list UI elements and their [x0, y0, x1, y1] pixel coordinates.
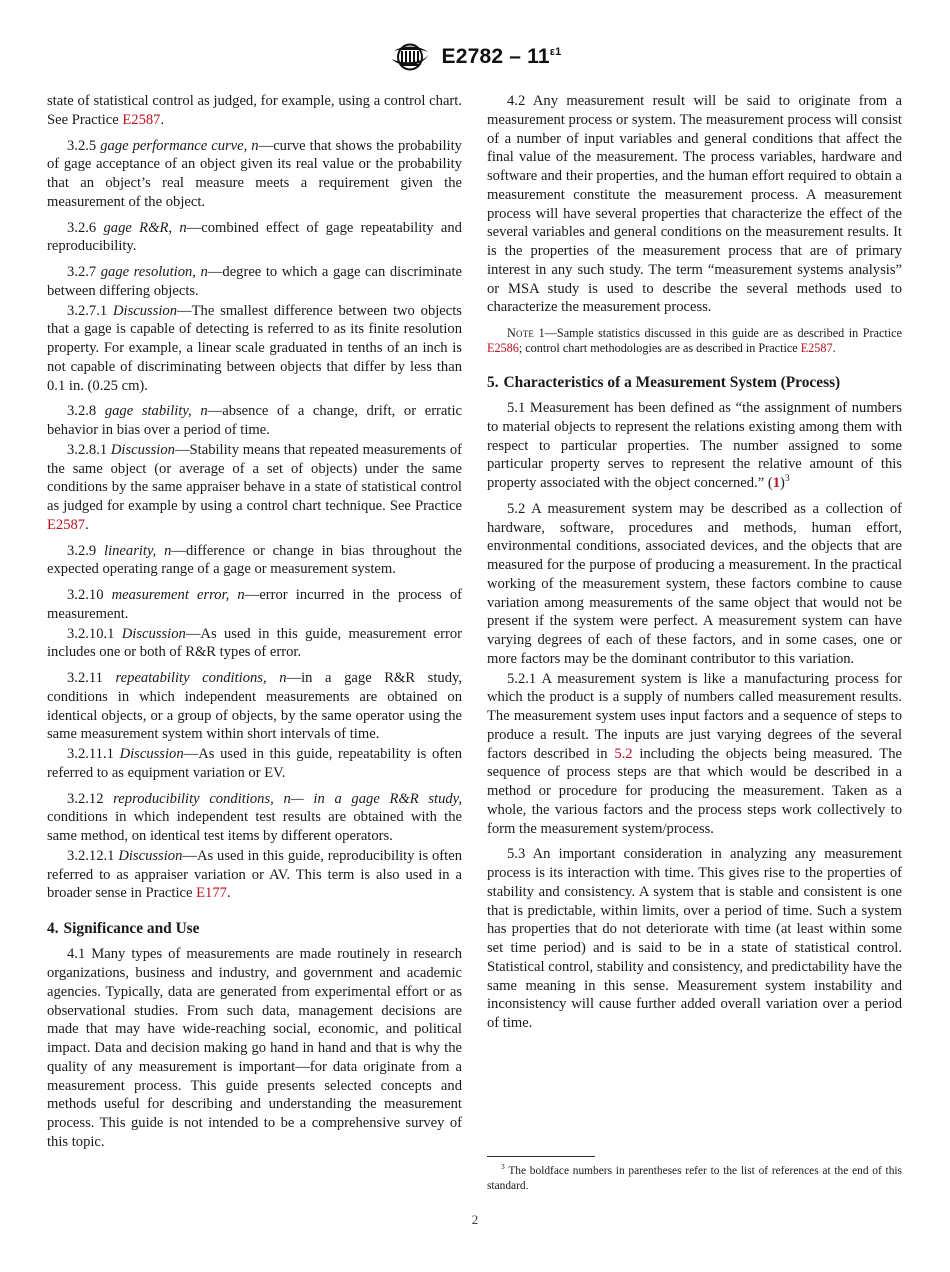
right-column	[487, 92, 902, 1033]
link-e2587-2[interactable]: E2587	[47, 516, 86, 533]
definition-3-2-11: 3.2.11 repeatability conditions, n—in a gage R&R study, conditions in which independent measurements are obtained on identical objects, or a group of objects, by the same operator using the same measurement system within short intervals of time.	[47, 670, 462, 743]
footnote-text: $^3$ The boldface numbers in parentheses refer to the list of references at the end of this standard.	[487, 1162, 902, 1192]
definition-3-2-10-1: 3.2.10.1 Discussion—As used in this guide, measurement error includes one or both of R&R types of error.	[47, 625, 462, 661]
note-1: Note 1—Sample statistics discussed in this guide are as described in Practice E2586; control chart methodologies are as described in Practice E2587.	[487, 326, 903, 356]
definition-3-2-7: 3.2.7 gage resolution, n—degree to which a gage can discriminate between differing objects.	[47, 264, 462, 299]
paragraph-carryover: state of statistical control as judged, for example, using a control chart. See Practice E2587.	[47, 93, 462, 128]
paragraph-4-2: 4.2 Any measurement result will be said to originate from a measurement process or system. The measurement process will consist of a number of input variables and general conditions that affect the final value of the measurement. The process variables, hardware and software and their properties, and the human effort required to obtain a measurement constitute the measurement process. A measurement process will have several properties that characterize the effect of the several variables and general conditions on the measurement results. It is the properties of the measurement process that are of primary interest in any such study. The term “measurement systems analysis” or MSA study is used to describe the several methods used to characterize the measurement process.	[487, 93, 902, 316]
page-number: 2	[471, 1212, 479, 1227]
link-e2586[interactable]: E2586	[487, 341, 519, 356]
definition-3-2-7-1: 3.2.7.1 Discussion—The smallest difference between two objects that a gage is capable of detecting is referred to as its finite resolution property. For example, a linear scale graduated in tenths of an inch is not capable of discriminating between objects that differ by less than 0.1 in. (0.25 cm).	[47, 302, 462, 394]
paragraph-5-3: 5.3 An important consideration in analyzing any measurement process is its interaction with time. This gives rise to the properties of stability and consistency. A system that is stable and consistent is one that is predictable, within limits, over a period of time. Such a system has properties that do not deteriorate with time (at least within some set time period) and is said to be in a state of statistical control. Statistical control, stability and consistency, and predictability have the same meaning in this sense. Measurement system instability and inconsistency will cause further added overall variation over a period of time.	[487, 846, 902, 1032]
footnote-marker-3: 3	[784, 473, 790, 485]
footnote-block	[487, 1156, 902, 1194]
reference-1[interactable]: 1	[772, 475, 780, 492]
definition-3-2-8-1: 3.2.8.1 Discussion—Stability means that repeated measurements of the same object (or average of a set of objects) under the same conditions by the same appraiser behave in a state of statistical control as judged for example by using a control chart technique. See Practice E2587.	[47, 441, 462, 533]
link-e177[interactable]: E177	[196, 885, 227, 902]
definition-3-2-11-1: 3.2.11.1 Discussion—As used in this guide, repeatability is often referred to as equipment variation or EV.	[47, 746, 462, 781]
paragraph-4-1: 4.1 Many types of measurements are made routinely in research organizations, business and industry, and government and academic agencies. Typically, data are generated from experimental effort or as observational studies. From such data, management decisions are made that may have wide-reaching social, economic, and political impact. Data and decision making go hand in hand and that is why the quality of any measurement is important—for data originate from a measurement process. This guide presents selected concepts and methods useful for describing and understanding the measurement process. This guide is not intended to be a comprehensive survey of this topic.	[47, 946, 462, 1150]
link-e2587[interactable]: E2587	[122, 111, 161, 128]
epsilon-revision: ε1	[549, 46, 562, 58]
definition-3-2-9: 3.2.9 linearity, n—difference or change in bias throughout the expected operating range of a gage or measurement system.	[47, 542, 462, 578]
page-title	[441, 45, 561, 69]
left-column	[47, 92, 462, 1152]
link-e2587-3[interactable]: E2587	[800, 341, 833, 356]
definition-3-2-8: 3.2.8 gage stability, n—absence of a change, drift, or erratic behavior in bias over a period of time.	[47, 403, 462, 438]
definition-3-2-5: 3.2.5 gage performance curve, n—curve that shows the probability of gage acceptance of an object given its real value or the probability that an object’s real measure meets a requirement given the measurement of the object.	[47, 137, 462, 210]
section-heading-5: 5. Characteristics of a Measurement System (Process)	[487, 373, 841, 391]
footnote-number: 3	[501, 1162, 505, 1172]
paragraph-5-2-1: 5.2.1 A measurement system is like a manufacturing process for which the product is a supply of numbers called measurement results. The measurement system uses input factors and a sequence of steps to produce a result. The inputs are just varying degrees of the several factors described in 5.2 including the objects being measured. The sequence of process steps are that which would be described in a method or procedure for producing the measurement. Taken as a whole, the various factors and the process steps work collectively to form the measurement system/process.	[487, 670, 902, 837]
definition-3-2-6: 3.2.6 gage R&R, n—combined effect of gage repeatability and reproducibility.	[47, 219, 462, 255]
standard-designation: E2782 – 11	[441, 45, 550, 68]
page-header	[0, 42, 950, 72]
definition-3-2-12: 3.2.12 reproducibility conditions, n— in a gage R&R study, conditions in which independent test results are obtained with the same method, on identical test items by different operators.	[47, 790, 462, 844]
paragraph-5-2: 5.2 A measurement system may be described as a collection of hardware, software, procedures and methods, human effort, environmental conditions, associated devices, and the objects that are measured for the purpose of producing a measurement. In the practical working of the measurement system, these factors combine to cause variation among measurements of the same object that would not be present if the system were perfect. A measurement system can have varying degrees of each of these factors, and in some cases, one or more factors may be the dominant contributor to this variation.	[487, 500, 902, 667]
paragraph-5-1: 5.1 Measurement has been defined as “the assignment of numbers to material objects to represent the relations existing among them with respect to particular properties. The number assigned to some particular property serves to represent the relative amount of this property associated with the object concerned.” $(1)^3$	[487, 400, 902, 492]
definition-3-2-12-1: 3.2.12.1 Discussion—As used in this guide, reproducibility is often referred to as appraiser variation or AV. This term is also used in a broader sense in Practice E177.	[47, 847, 462, 902]
definition-3-2-10: 3.2.10 measurement error, n—error incurred in the process of measurement.	[47, 587, 462, 622]
link-section-5-2[interactable]: 5.2	[614, 745, 633, 762]
footnote-divider	[487, 1156, 595, 1157]
astm-logo-icon	[388, 42, 432, 72]
section-heading-4: 4. Significance and Use	[47, 920, 200, 937]
